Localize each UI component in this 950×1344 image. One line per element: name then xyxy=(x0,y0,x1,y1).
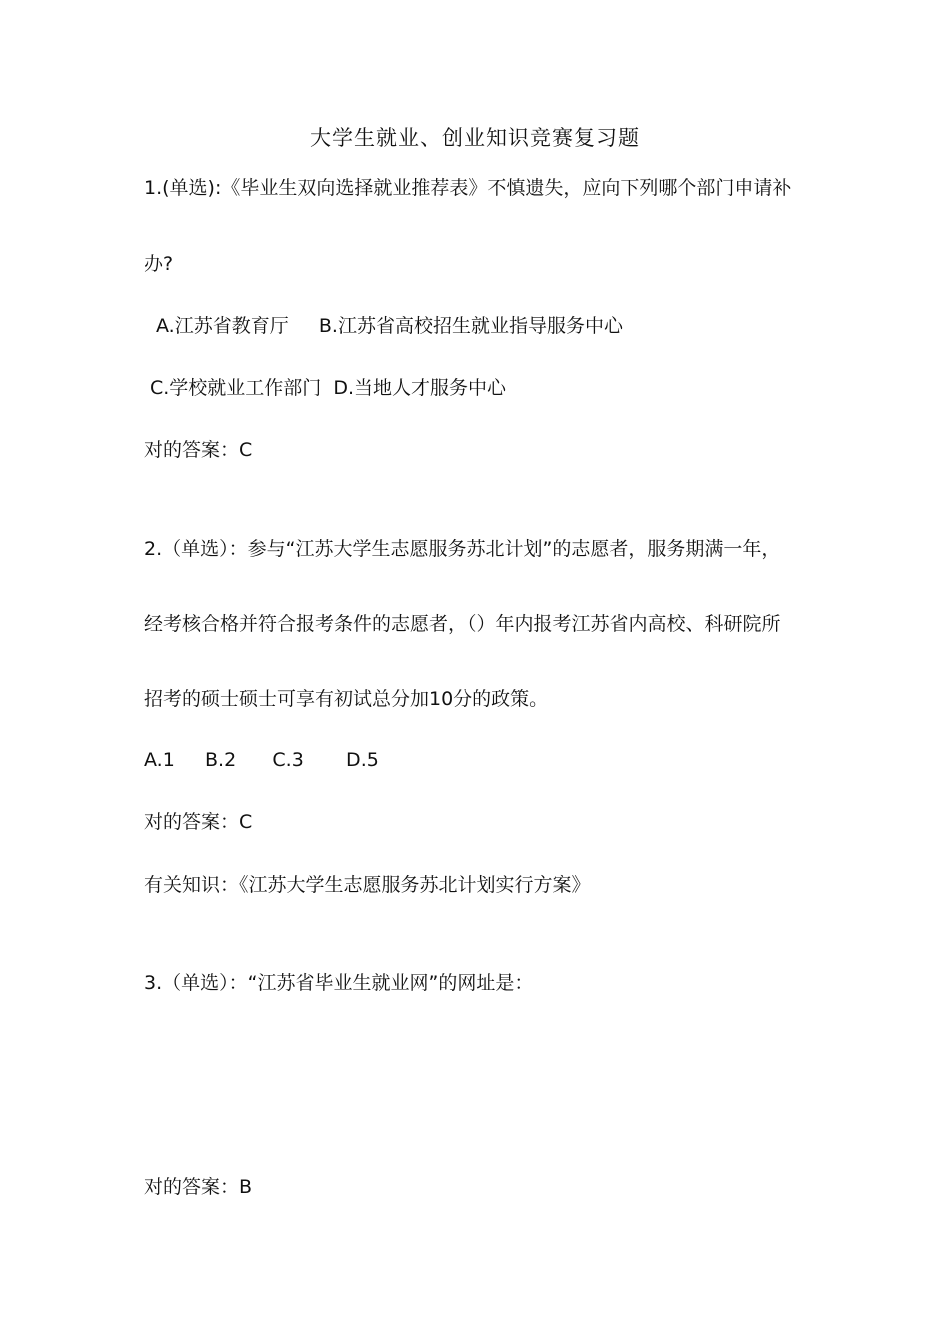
question-1-answer: 对的答案：C xyxy=(144,439,253,461)
question-1-options-line-1: A.江苏省教育厅 B.江苏省高校招生就业指导服务中心 xyxy=(156,315,623,337)
question-1-stem-line-2: 办? xyxy=(144,253,174,275)
question-3-answer: 对的答案：B xyxy=(144,1176,253,1198)
question-2-knowledge: 有关知识：《江苏大学生志愿服务苏北计划实行方案》 xyxy=(144,874,591,896)
question-2-options-line-1: A.1 B.2 C.3 D.5 xyxy=(144,749,379,771)
question-1-stem-line-1: 1.(单选):《毕业生双向选择就业推荐表》不慎遗失，应向下列哪个部门申请补 xyxy=(144,177,792,199)
question-2-answer: 对的答案：C xyxy=(144,811,253,833)
question-1-options-line-2: C.学校就业工作部门 D.当地人才服务中心 xyxy=(150,377,507,399)
question-2-stem-line-2: 经考核合格并符合报考条件的志愿者，（）年内报考江苏省内高校、科研院所 xyxy=(144,613,781,635)
question-2-stem-line-1: 2.（单选）：参与“江苏大学生志愿服务苏北计划”的志愿者，服务期满一年， xyxy=(144,538,781,560)
question-2-stem-line-3: 招考的硕士硕士可享有初试总分加10分的政策。 xyxy=(144,688,549,710)
page-title: 大学生就业、创业知识竞赛复习题 xyxy=(310,126,640,150)
question-3-stem-line-1: 3.（单选）：“江苏省毕业生就业网”的网址是： xyxy=(144,972,534,994)
